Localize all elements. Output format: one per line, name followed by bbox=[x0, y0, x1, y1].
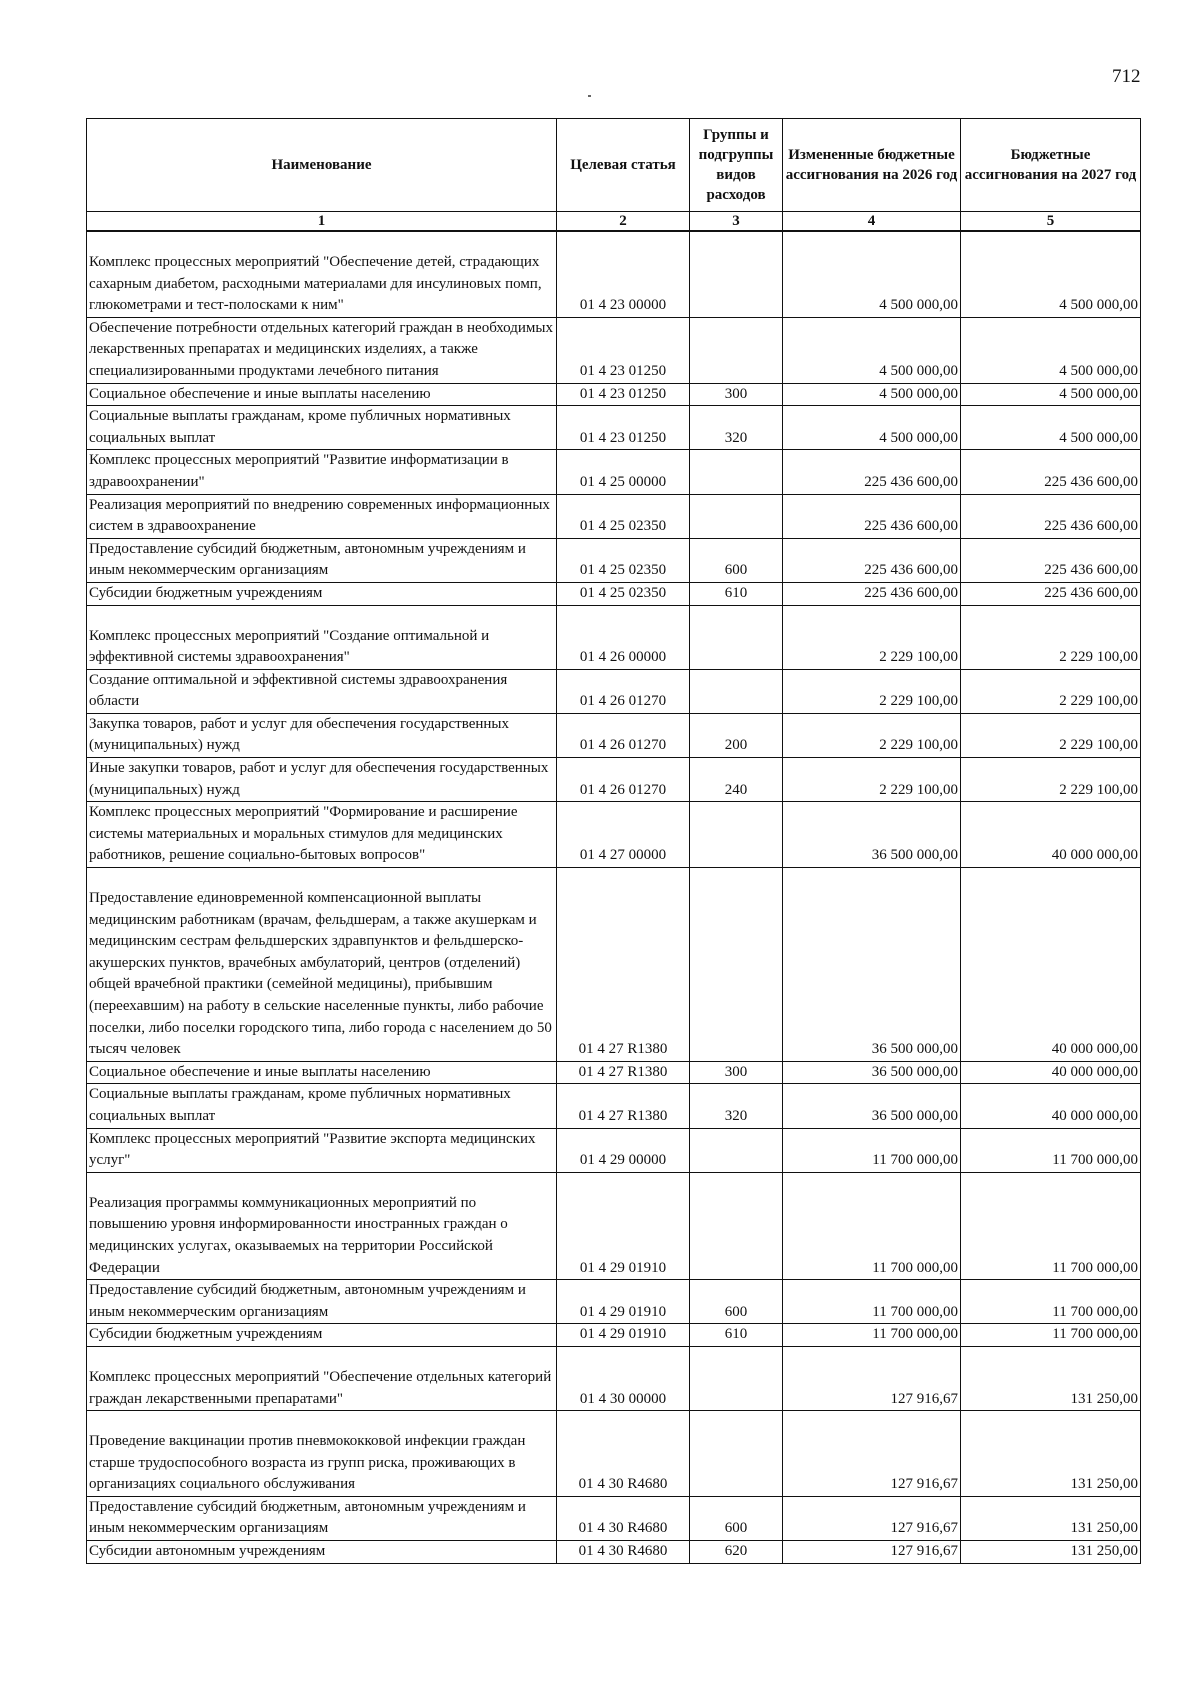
row-amount-2027: 40 000 000,00 bbox=[961, 868, 1141, 1062]
table-row bbox=[87, 758, 1141, 802]
row-name: Предоставление субсидий бюджетным, автономным учреждениям и иным некоммерческим организациям bbox=[87, 1496, 557, 1540]
table-row bbox=[87, 802, 1141, 868]
row-target-article: 01 4 30 R4680 bbox=[557, 1411, 690, 1497]
row-amount-2026: 225 436 600,00 bbox=[783, 582, 961, 605]
page-number: 712 bbox=[1112, 66, 1141, 87]
row-amount-2027: 4 500 000,00 bbox=[961, 231, 1141, 317]
table-row bbox=[87, 1280, 1141, 1324]
row-amount-2027: 131 250,00 bbox=[961, 1411, 1141, 1497]
row-amount-2026: 36 500 000,00 bbox=[783, 802, 961, 868]
row-amount-2026: 4 500 000,00 bbox=[783, 231, 961, 317]
row-target-article: 01 4 26 01270 bbox=[557, 669, 690, 713]
row-name: Предоставление единовременной компенсационной выплаты медицинским работникам (врачам, фельдшерам, а также акушеркам и медицинским сестрам фельдшерских здравпунктов и фельдшерско-акушерских пунктов, врачебных амбулаторий, центров (отделений) общей врачебной практики (семейной медицины), прибывшим (переехавшим) на работу в сельские населенные пункты, либо рабочие поселки, либо поселки городского типа, либо города с населением до 50 тысяч человек bbox=[87, 868, 557, 1062]
column-number: 1 bbox=[87, 212, 557, 232]
row-amount-2027: 2 229 100,00 bbox=[961, 758, 1141, 802]
table-row bbox=[87, 1411, 1141, 1497]
table-row bbox=[87, 1061, 1141, 1084]
column-number: 2 bbox=[557, 212, 690, 232]
row-amount-2027: 225 436 600,00 bbox=[961, 538, 1141, 582]
row-expense-group: 320 bbox=[690, 1084, 783, 1128]
row-amount-2026: 11 700 000,00 bbox=[783, 1172, 961, 1279]
table-row bbox=[87, 1541, 1141, 1564]
row-name: Создание оптимальной и эффективной системы здравоохранения области bbox=[87, 669, 557, 713]
row-amount-2026: 225 436 600,00 bbox=[783, 538, 961, 582]
row-amount-2026: 11 700 000,00 bbox=[783, 1324, 961, 1347]
table-row bbox=[87, 1496, 1141, 1540]
header-expense-groups: Группы и подгруппы видов расходов bbox=[690, 119, 783, 212]
row-amount-2027: 40 000 000,00 bbox=[961, 802, 1141, 868]
table-row bbox=[87, 1084, 1141, 1128]
row-target-article: 01 4 23 01250 bbox=[557, 317, 690, 383]
row-target-article: 01 4 26 01270 bbox=[557, 758, 690, 802]
table-row bbox=[87, 538, 1141, 582]
column-number: 3 bbox=[690, 212, 783, 232]
table-row bbox=[87, 605, 1141, 669]
scan-speck bbox=[588, 95, 591, 97]
row-expense-group: 240 bbox=[690, 758, 783, 802]
row-expense-group bbox=[690, 450, 783, 494]
row-amount-2026: 127 916,67 bbox=[783, 1411, 961, 1497]
row-name: Предоставление субсидий бюджетным, автономным учреждениям и иным некоммерческим организациям bbox=[87, 538, 557, 582]
table-row bbox=[87, 231, 1141, 317]
row-expense-group bbox=[690, 1346, 783, 1410]
row-name: Комплекс процессных мероприятий "Обеспечение детей, страдающих сахарным диабетом, расходными материалами для инсулиновых помп, глюкометрами и тест-полосками к ним" bbox=[87, 231, 557, 317]
row-name: Субсидии бюджетным учреждениям bbox=[87, 582, 557, 605]
row-amount-2026: 36 500 000,00 bbox=[783, 1061, 961, 1084]
row-expense-group bbox=[690, 802, 783, 868]
row-amount-2027: 11 700 000,00 bbox=[961, 1172, 1141, 1279]
row-expense-group bbox=[690, 494, 783, 538]
header-2026: Измененные бюджетные ассигнования на 2026 год bbox=[783, 119, 961, 212]
row-amount-2027: 11 700 000,00 bbox=[961, 1280, 1141, 1324]
row-amount-2027: 4 500 000,00 bbox=[961, 317, 1141, 383]
table-row bbox=[87, 317, 1141, 383]
row-target-article: 01 4 23 01250 bbox=[557, 383, 690, 406]
row-target-article: 01 4 25 02350 bbox=[557, 582, 690, 605]
row-name: Комплекс процессных мероприятий "Развитие информатизации в здравоохранении" bbox=[87, 450, 557, 494]
row-expense-group bbox=[690, 868, 783, 1062]
row-amount-2026: 11 700 000,00 bbox=[783, 1128, 961, 1172]
row-amount-2027: 131 250,00 bbox=[961, 1346, 1141, 1410]
row-target-article: 01 4 29 01910 bbox=[557, 1324, 690, 1347]
row-amount-2026: 2 229 100,00 bbox=[783, 605, 961, 669]
row-expense-group: 600 bbox=[690, 538, 783, 582]
column-number: 4 bbox=[783, 212, 961, 232]
row-amount-2026: 127 916,67 bbox=[783, 1541, 961, 1564]
row-target-article: 01 4 30 00000 bbox=[557, 1346, 690, 1410]
row-name: Социальные выплаты гражданам, кроме публичных нормативных социальных выплат bbox=[87, 406, 557, 450]
row-expense-group bbox=[690, 669, 783, 713]
row-amount-2026: 2 229 100,00 bbox=[783, 758, 961, 802]
header-2027: Бюджетные ассигнования на 2027 год bbox=[961, 119, 1141, 212]
table-row bbox=[87, 494, 1141, 538]
table-row bbox=[87, 406, 1141, 450]
row-amount-2027: 2 229 100,00 bbox=[961, 713, 1141, 757]
row-amount-2027: 225 436 600,00 bbox=[961, 582, 1141, 605]
row-amount-2027: 40 000 000,00 bbox=[961, 1084, 1141, 1128]
row-expense-group: 610 bbox=[690, 1324, 783, 1347]
header-name: Наименование bbox=[87, 119, 557, 212]
table-row bbox=[87, 1346, 1141, 1410]
row-name: Предоставление субсидий бюджетным, автономным учреждениям и иным некоммерческим организациям bbox=[87, 1280, 557, 1324]
row-amount-2026: 36 500 000,00 bbox=[783, 868, 961, 1062]
row-target-article: 01 4 29 01910 bbox=[557, 1280, 690, 1324]
table-row bbox=[87, 669, 1141, 713]
row-target-article: 01 4 27 R1380 bbox=[557, 1061, 690, 1084]
row-name: Социальное обеспечение и иные выплаты населению bbox=[87, 1061, 557, 1084]
header-row bbox=[87, 119, 1141, 212]
row-expense-group: 300 bbox=[690, 383, 783, 406]
row-name: Социальное обеспечение и иные выплаты населению bbox=[87, 383, 557, 406]
row-target-article: 01 4 30 R4680 bbox=[557, 1541, 690, 1564]
row-name: Проведение вакцинации против пневмококковой инфекции граждан старше трудоспособного возраста из групп риска, проживающих в организациях социального обслуживания bbox=[87, 1411, 557, 1497]
row-target-article: 01 4 29 00000 bbox=[557, 1128, 690, 1172]
row-expense-group bbox=[690, 1411, 783, 1497]
row-target-article: 01 4 27 R1380 bbox=[557, 1084, 690, 1128]
row-expense-group: 200 bbox=[690, 713, 783, 757]
row-target-article: 01 4 25 02350 bbox=[557, 494, 690, 538]
row-amount-2026: 4 500 000,00 bbox=[783, 383, 961, 406]
row-expense-group: 610 bbox=[690, 582, 783, 605]
row-amount-2026: 127 916,67 bbox=[783, 1346, 961, 1410]
row-expense-group: 620 bbox=[690, 1541, 783, 1564]
row-expense-group: 600 bbox=[690, 1280, 783, 1324]
table-row bbox=[87, 868, 1141, 1062]
row-expense-group: 300 bbox=[690, 1061, 783, 1084]
row-amount-2026: 36 500 000,00 bbox=[783, 1084, 961, 1128]
row-target-article: 01 4 26 01270 bbox=[557, 713, 690, 757]
row-amount-2026: 2 229 100,00 bbox=[783, 713, 961, 757]
table-body bbox=[87, 231, 1141, 1563]
row-target-article: 01 4 29 01910 bbox=[557, 1172, 690, 1279]
table-row bbox=[87, 713, 1141, 757]
row-name: Закупка товаров, работ и услуг для обеспечения государственных (муниципальных) нужд bbox=[87, 713, 557, 757]
row-name: Социальные выплаты гражданам, кроме публичных нормативных социальных выплат bbox=[87, 1084, 557, 1128]
row-name: Реализация мероприятий по внедрению современных информационных систем в здравоохранение bbox=[87, 494, 557, 538]
row-name: Обеспечение потребности отдельных категорий граждан в необходимых лекарственных препаратах и медицинских изделиях, а также специализированными продуктами лечебного питания bbox=[87, 317, 557, 383]
row-name: Субсидии бюджетным учреждениям bbox=[87, 1324, 557, 1347]
row-amount-2026: 4 500 000,00 bbox=[783, 317, 961, 383]
row-expense-group bbox=[690, 1128, 783, 1172]
budget-table-container bbox=[86, 118, 1140, 1564]
row-expense-group: 600 bbox=[690, 1496, 783, 1540]
table-row bbox=[87, 450, 1141, 494]
row-name: Иные закупки товаров, работ и услуг для обеспечения государственных (муниципальных) нужд bbox=[87, 758, 557, 802]
row-amount-2026: 225 436 600,00 bbox=[783, 450, 961, 494]
header-target-article: Целевая статья bbox=[557, 119, 690, 212]
row-name: Комплекс процессных мероприятий "Обеспечение отдельных категорий граждан лекарственными препаратами" bbox=[87, 1346, 557, 1410]
row-amount-2026: 225 436 600,00 bbox=[783, 494, 961, 538]
row-name: Комплекс процессных мероприятий "Формирование и расширение системы материальных и моральных стимулов для медицинских работников, решение социально-бытовых вопросов" bbox=[87, 802, 557, 868]
row-amount-2026: 127 916,67 bbox=[783, 1496, 961, 1540]
row-name: Комплекс процессных мероприятий "Развитие экспорта медицинских услуг" bbox=[87, 1128, 557, 1172]
row-amount-2027: 40 000 000,00 bbox=[961, 1061, 1141, 1084]
row-target-article: 01 4 25 02350 bbox=[557, 538, 690, 582]
row-expense-group bbox=[690, 605, 783, 669]
row-expense-group bbox=[690, 317, 783, 383]
row-target-article: 01 4 25 00000 bbox=[557, 450, 690, 494]
table-row bbox=[87, 1324, 1141, 1347]
row-amount-2027: 2 229 100,00 bbox=[961, 605, 1141, 669]
row-amount-2026: 4 500 000,00 bbox=[783, 406, 961, 450]
row-name: Субсидии автономным учреждениям bbox=[87, 1541, 557, 1564]
table-row bbox=[87, 1128, 1141, 1172]
row-expense-group bbox=[690, 1172, 783, 1279]
budget-table bbox=[86, 118, 1141, 1564]
row-amount-2027: 131 250,00 bbox=[961, 1496, 1141, 1540]
table-row bbox=[87, 383, 1141, 406]
column-number: 5 bbox=[961, 212, 1141, 232]
row-target-article: 01 4 30 R4680 bbox=[557, 1496, 690, 1540]
row-amount-2027: 11 700 000,00 bbox=[961, 1128, 1141, 1172]
column-number-row bbox=[87, 212, 1141, 232]
row-amount-2027: 2 229 100,00 bbox=[961, 669, 1141, 713]
row-target-article: 01 4 26 00000 bbox=[557, 605, 690, 669]
row-amount-2027: 4 500 000,00 bbox=[961, 383, 1141, 406]
row-target-article: 01 4 27 00000 bbox=[557, 802, 690, 868]
row-amount-2026: 11 700 000,00 bbox=[783, 1280, 961, 1324]
row-expense-group bbox=[690, 231, 783, 317]
row-amount-2027: 225 436 600,00 bbox=[961, 450, 1141, 494]
row-expense-group: 320 bbox=[690, 406, 783, 450]
row-target-article: 01 4 27 R1380 bbox=[557, 868, 690, 1062]
table-row bbox=[87, 1172, 1141, 1279]
row-amount-2027: 11 700 000,00 bbox=[961, 1324, 1141, 1347]
row-amount-2026: 2 229 100,00 bbox=[783, 669, 961, 713]
row-amount-2027: 4 500 000,00 bbox=[961, 406, 1141, 450]
row-amount-2027: 131 250,00 bbox=[961, 1541, 1141, 1564]
row-amount-2027: 225 436 600,00 bbox=[961, 494, 1141, 538]
table-row bbox=[87, 582, 1141, 605]
row-target-article: 01 4 23 01250 bbox=[557, 406, 690, 450]
row-name: Комплекс процессных мероприятий "Создание оптимальной и эффективной системы здравоохранения" bbox=[87, 605, 557, 669]
row-target-article: 01 4 23 00000 bbox=[557, 231, 690, 317]
row-name: Реализация программы коммуникационных мероприятий по повышению уровня информированности иностранных граждан о медицинских услугах, оказываемых на территории Российской Федерации bbox=[87, 1172, 557, 1279]
